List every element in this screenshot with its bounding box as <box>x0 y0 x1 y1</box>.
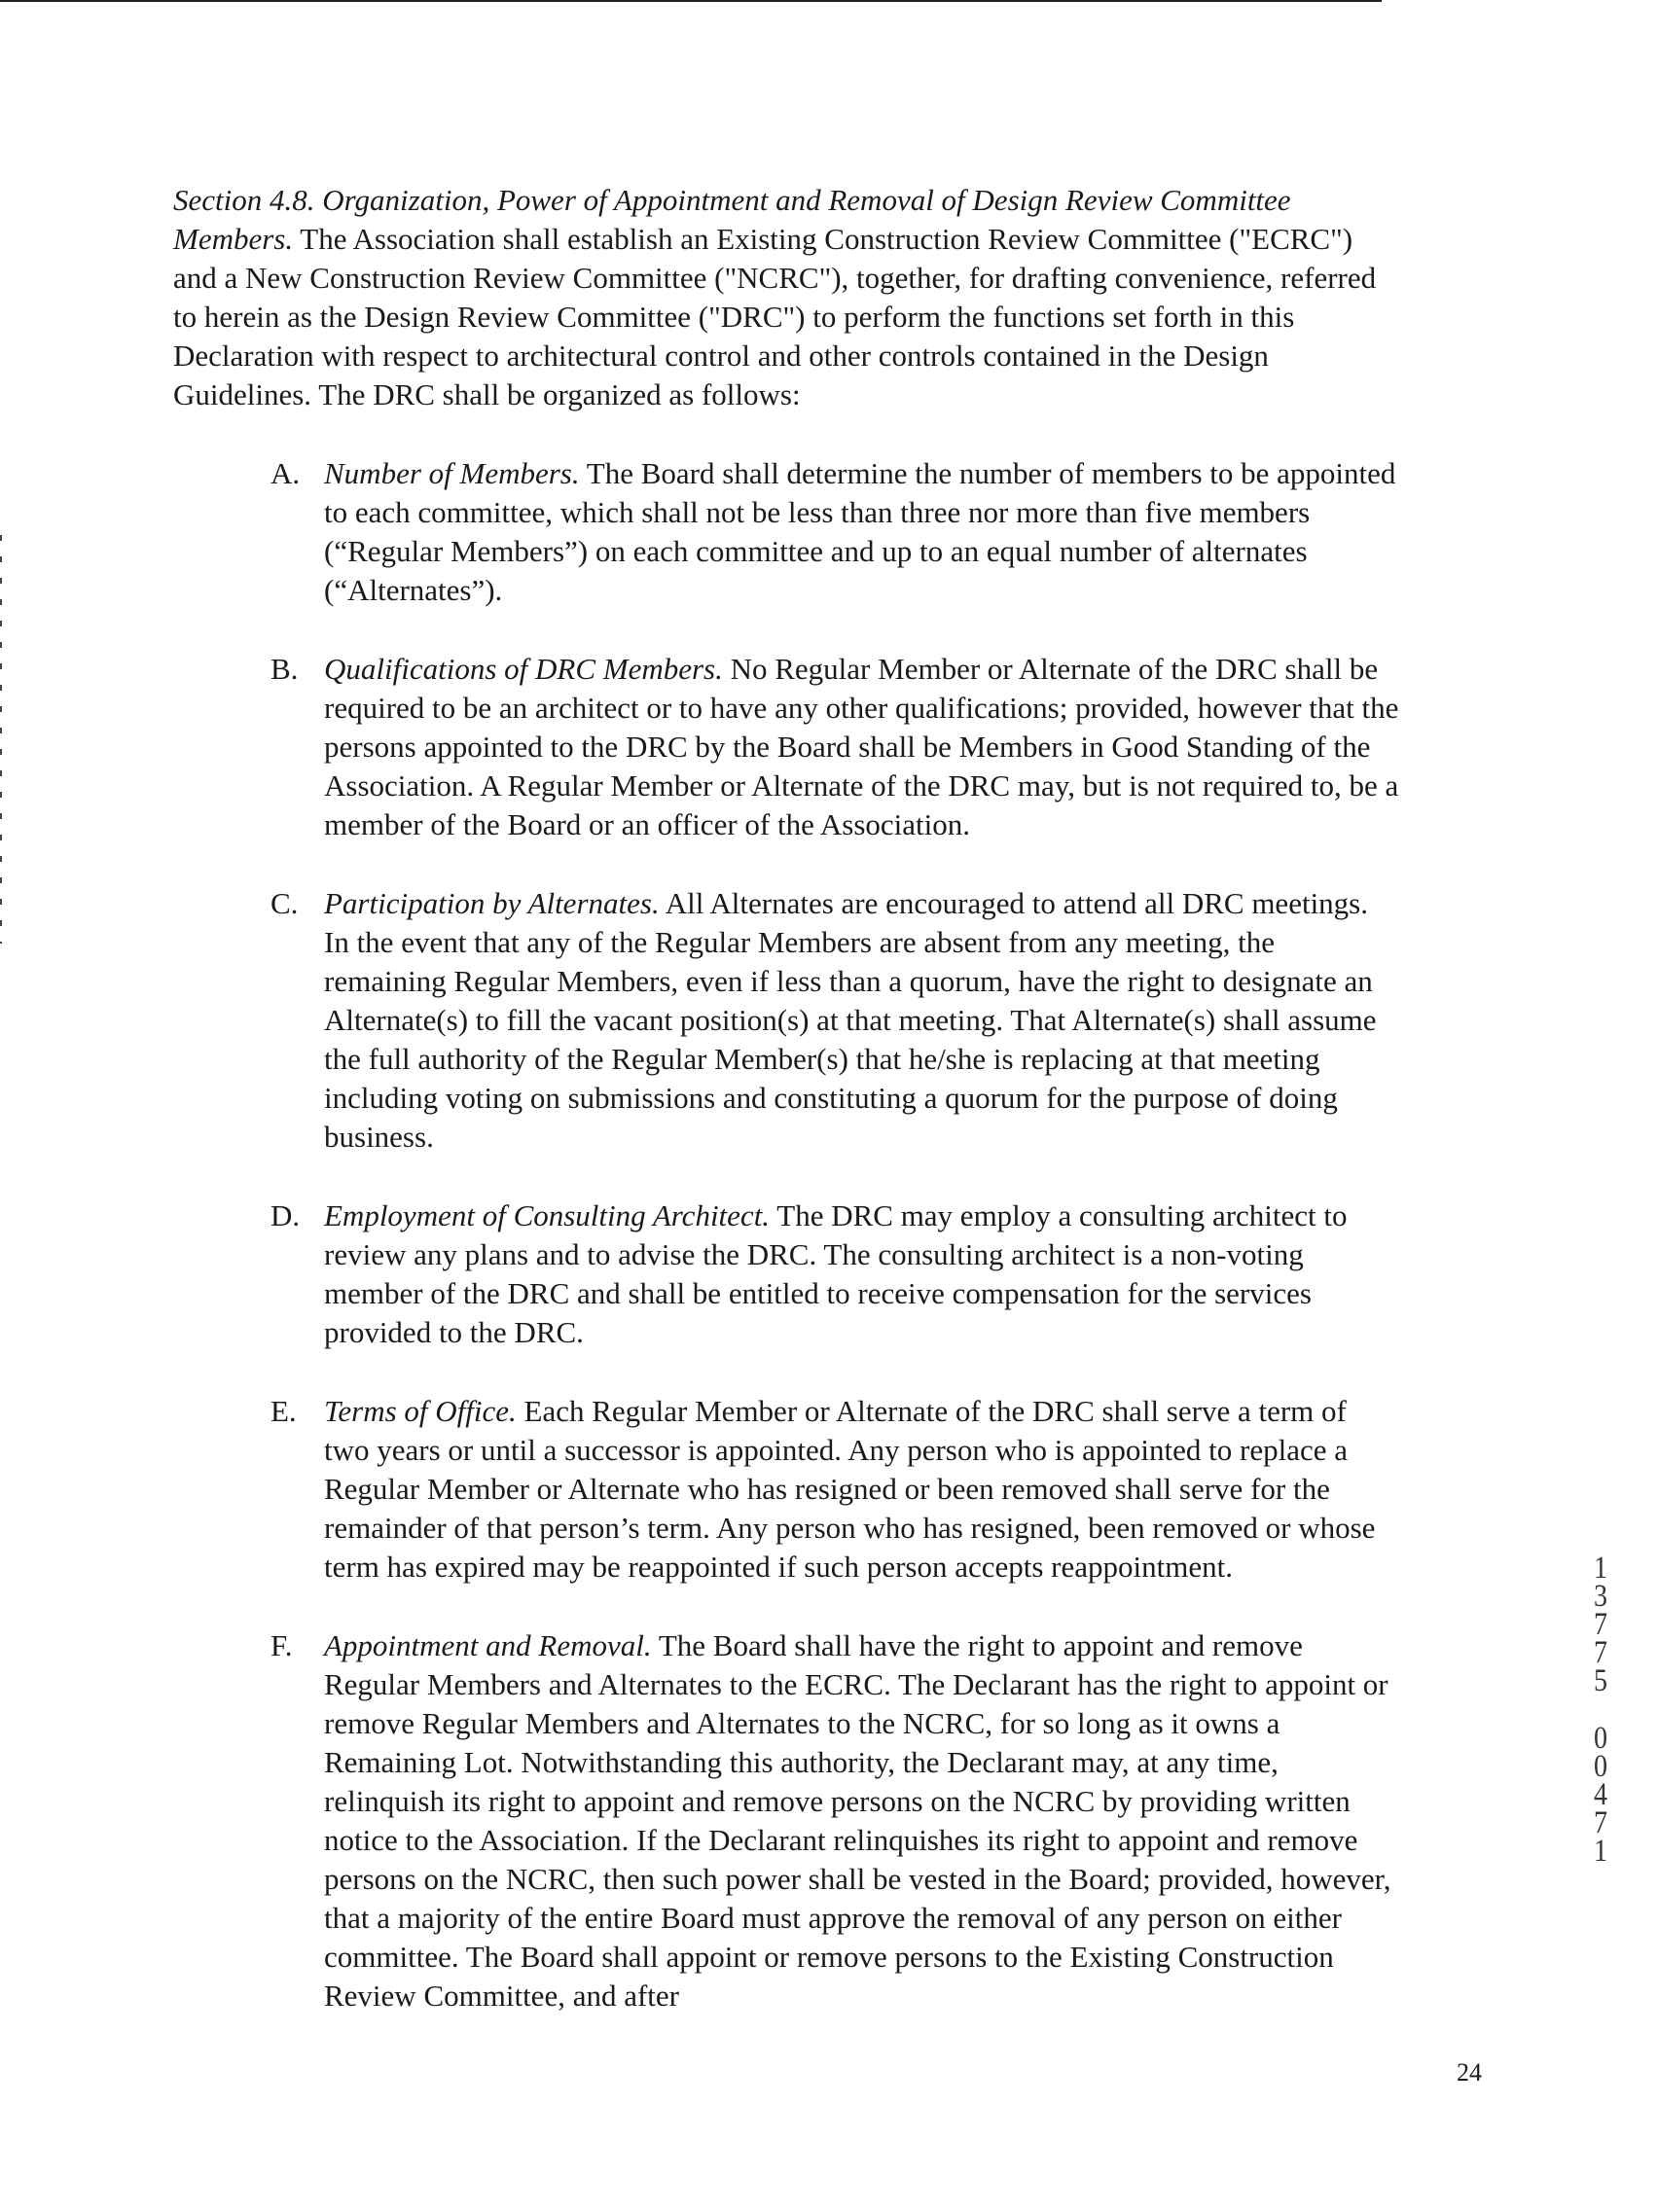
list-item <box>173 1196 1399 1352</box>
list-item <box>173 1392 1399 1587</box>
list-item <box>173 650 1399 844</box>
stamp-digit: 0 <box>1593 1721 1608 1756</box>
item-letter: A. <box>270 456 301 490</box>
stamp-digit: 7 <box>1593 1805 1608 1840</box>
item-title: Terms of Office. <box>324 1394 517 1428</box>
document-body <box>173 181 1399 2055</box>
recording-stamp-number <box>1587 1551 1615 1869</box>
stamp-digit: 4 <box>1593 1777 1608 1812</box>
left-margin-scan-marks <box>0 535 2 944</box>
top-rule <box>0 0 1382 2</box>
section-intro-paragraph <box>173 181 1399 414</box>
item-title: Employment of Consulting Architect. <box>324 1198 771 1232</box>
item-title: Qualifications of DRC Members. <box>324 652 723 686</box>
page-number: 24 <box>1457 2058 1482 2087</box>
stamp-digit: 1 <box>1593 1834 1608 1869</box>
list-item <box>173 1626 1399 2016</box>
item-letter: C. <box>270 886 299 920</box>
organization-list <box>173 454 1399 2016</box>
item-text: Each Regular Member or Alternate of the DRC shall serve a term of two years or until a successor is appointed. Any person who is appointed to replace a Regular Member or Alternate who has resigned or been removed shall serve for the remainder of that person’s term. Any person who has resigned, been removed or whose term has expired may be reappointed if such person accepts reappointment. <box>324 1394 1376 1584</box>
item-letter: F. <box>270 1628 293 1662</box>
item-text: The Board shall have the right to appoint and remove Regular Members and Alternates to the ECRC. The Declarant has the right to appoint or remove Regular Members and Alternates to the NCRC, for so long as it owns a Remaining Lot. Notwithstanding this authority, the Declarant may, at any time, relinquish its right to appoint and remove persons on the NCRC by providing written notice to the Association. If the Declarant relinquishes its right to appoint and remove persons on the NCRC, then such power shall be vested in the Board; provided, however, that a majority of the entire Board must approve the removal of any person on either committee. The Board shall appoint or remove persons to the Existing Construction Review Committee, and after <box>324 1628 1391 2013</box>
stamp-digit: 7 <box>1593 1607 1608 1642</box>
item-title: Appointment and Removal. <box>324 1628 652 1662</box>
stamp-digit: 0 <box>1593 1749 1608 1784</box>
list-item <box>173 884 1399 1157</box>
item-text: The Board shall determine the number of members to be appointed to each committee, which shall not be less than three nor more than five members (“Regular Members”) on each committee and up to an equal number of alternates (“Alternates”). <box>324 456 1396 607</box>
item-letter: B. <box>270 652 299 686</box>
item-title: Participation by Alternates. <box>324 886 660 920</box>
item-letter: D. <box>270 1198 301 1232</box>
section-body: The Association shall establish an Existing Construction Review Committee ("ECRC") and a New Construction Review Committee ("NCRC"), together, for drafting convenience, referred to herein as the Design Review Committee ("DRC") to perform the functions set forth in this Declaration with respect to architectural control and other controls contained in the Design Guidelines. The DRC shall be organized as follows: <box>173 222 1377 411</box>
stamp-digit: 5 <box>1593 1663 1608 1698</box>
section-heading: Section 4.8. Organization, Power of Appointment and Removal of Design Review Committee Members. <box>173 183 1291 256</box>
stamp-digit: 3 <box>1593 1579 1608 1614</box>
item-text: No Regular Member or Alternate of the DRC shall be required to be an architect or to have any other qualifications; provided, however that the persons appointed to the DRC by the Board shall be Members in Good Standing of the Association. A Regular Member or Alternate of the DRC may, but is not required to, be a member of the Board or an officer of the Association. <box>324 652 1399 841</box>
item-letter: E. <box>270 1394 297 1428</box>
list-item <box>173 454 1399 610</box>
item-text: All Alternates are encouraged to attend all DRC meetings. In the event that any of the Regular Members are absent from any meeting, the remaining Regular Members, even if less than a quorum, have the right to designate an Alternate(s) to fill the vacant position(s) at that meeting. That Alternate(s) shall assume the full authority of the Regular Member(s) that he/she is replacing at that meeting including voting on submissions and constituting a quorum for the purpose of doing business. <box>324 886 1377 1154</box>
stamp-digit: 7 <box>1593 1635 1608 1670</box>
item-text: The DRC may employ a consulting architect to review any plans and to advise the DRC. The consulting architect is a non-voting member of the DRC and shall be entitled to receive compensation for the services provided to the DRC. <box>324 1198 1348 1349</box>
item-title: Number of Members. <box>324 456 580 490</box>
stamp-digit: 1 <box>1593 1551 1608 1586</box>
